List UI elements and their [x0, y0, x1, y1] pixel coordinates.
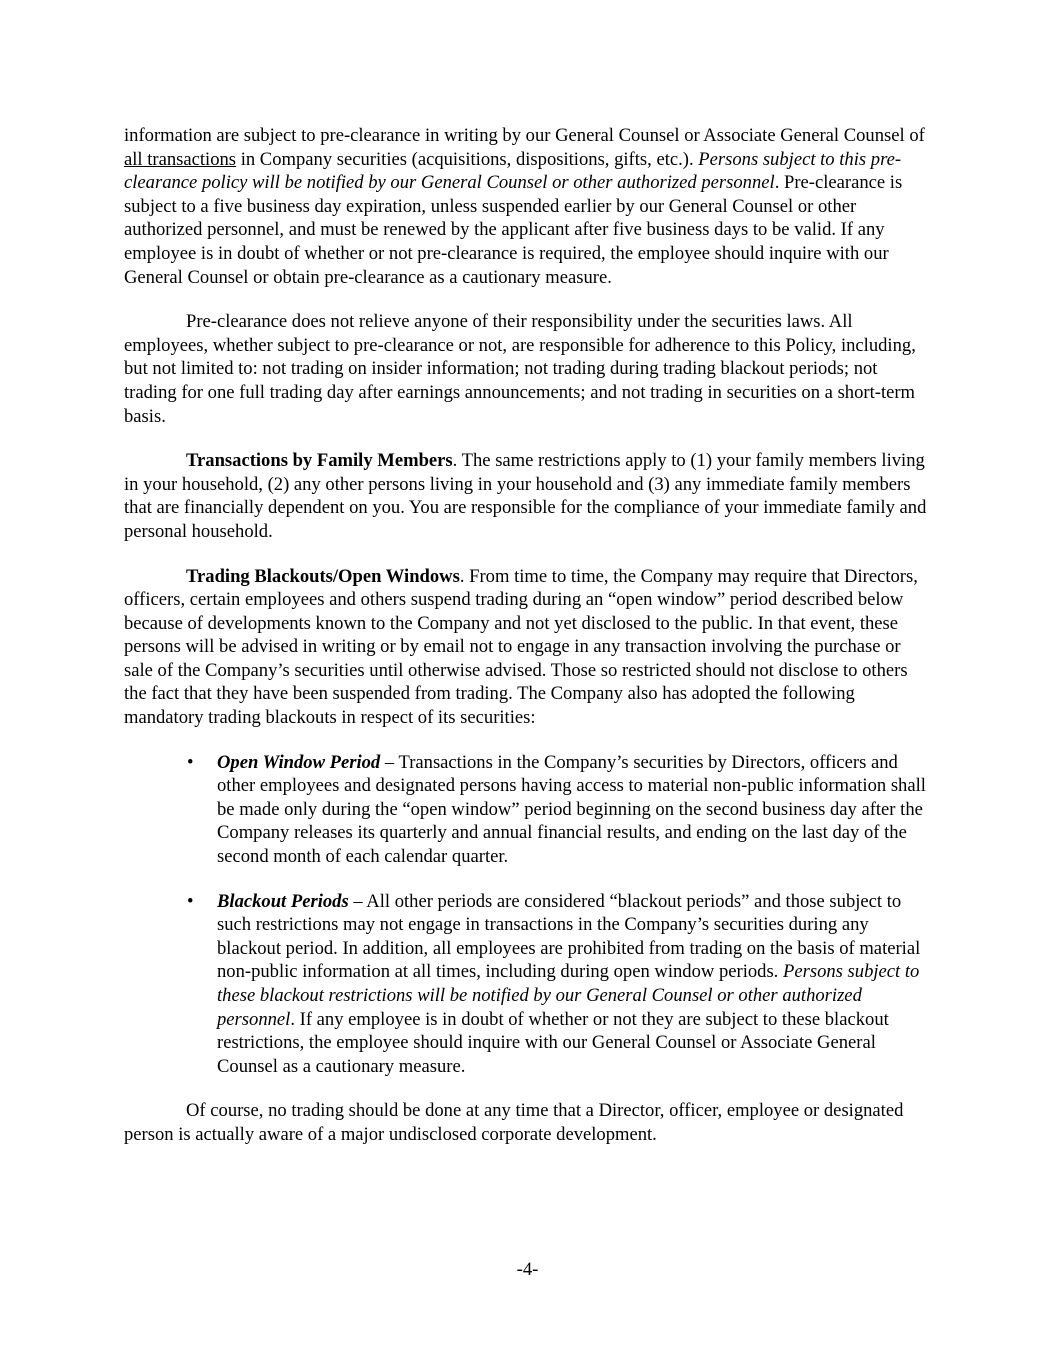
pre-clearance-text-3: . Pre-clearance is subject to a five business day expiration, unless suspended earlier by our General Counsel or other authorized personnel, and must be renewed by the applicant after five business days to be valid. If any employee is in doubt of whether or not pre-clearance is required, the employee should inquire with our General Counsel or obtain pre-clearance as a cautionary measure.: [124, 172, 903, 288]
page-number: -4-: [516, 1259, 539, 1280]
pre-clearance-text-2: in Company securities (acquisitions, dispositions, gifts, etc.).: [236, 148, 699, 170]
undisclosed-development-paragraph: Of course, no trading should be done at any time that a Director, officer, employee or designated person is actually aware of a major undisclosed corporate development.: [124, 1100, 904, 1145]
bullet-icon: •: [187, 751, 194, 773]
blackout-periods-text-2: . If any employee is in doubt of whether or not they are subject to these blackout restrictions, the employee should inquire with our General Counsel or Associate General Counsel as a cautionary measure.: [217, 1008, 889, 1077]
open-window-period-text: – Transactions in the Company’s securities by Directors, officers and other employees and designated persons having access to material non-public information shall be made only during the “open window” period beginning on the second business day after the Company releases its quarterly and annual financial results, and ending on the last day of the second month of each calendar quarter.: [217, 751, 926, 868]
open-window-period-title: Open Window Period: [217, 751, 381, 773]
blackout-bullet-list: [124, 751, 934, 1079]
bullet-icon: •: [187, 890, 194, 912]
family-members-heading: Transactions by Family Members: [186, 450, 453, 472]
all-transactions-underlined: all transactions: [124, 148, 237, 170]
trading-blackouts-heading: Trading Blackouts/Open Windows: [186, 565, 460, 587]
blackout-periods-notice-italic: Persons subject to these blackout restrictions will be notified by our General Counsel or other authorized personnel: [217, 961, 920, 1030]
family-members-text: . The same restrictions apply to (1) your family members living in your household, (2) any other persons living in your household and (3) any immediate family members that are financially dependent on you. You are responsible for the compliance of your immediate family and personal household.: [124, 450, 927, 542]
pre-clearance-notice-italic: Persons subject to this pre-clearance policy will be notified by our General Counsel or other authorized personnel: [124, 148, 902, 194]
pre-clearance-paragraph: [124, 124, 934, 289]
pre-clearance-responsibility-paragraph: Pre-clearance does not relieve anyone of their responsibility under the securities laws. All employees, whether subject to pre-clearance or not, are responsible for adherence to this Policy, including, but not limited to: not trading on insider information; not trading during trading blackout periods; not trading for one full trading day after earnings announcements; and not trading in securities on a short-term basis.: [124, 311, 916, 427]
list-item-open-window-period: [124, 751, 934, 869]
document-page: [124, 124, 934, 1168]
trading-blackouts-text: . From time to time, the Company may require that Directors, officers, certain employees and others suspend trading during an “open window” period described below because of developments known to the Company and not yet disclosed to the public. In that event, these persons will be advised in writing or by email not to engage in any transaction involving the purchase or sale of the Company’s securities until otherwise advised. Those so restricted should not disclose to others the fact that they have been suspended from trading. The Company also has adopted the following mandatory trading blackouts in respect of its securities:: [124, 565, 918, 729]
list-item-blackout-periods: [124, 890, 934, 1079]
trading-blackouts-paragraph: [124, 565, 934, 730]
family-members-paragraph: [124, 449, 934, 543]
blackout-periods-text-1: – All other periods are considered “blackout periods” and those subject to such restrictions may not engage in transactions in the Company’s securities during any blackout period. In addition, all employees are prohibited from trading on the basis of material non-public information at all times, including during open window periods.: [217, 890, 921, 983]
pre-clearance-text-1: information are subject to pre-clearance in writing by our General Counsel or Associate General Counsel of: [124, 125, 925, 146]
blackout-periods-title: Blackout Periods: [217, 890, 349, 912]
